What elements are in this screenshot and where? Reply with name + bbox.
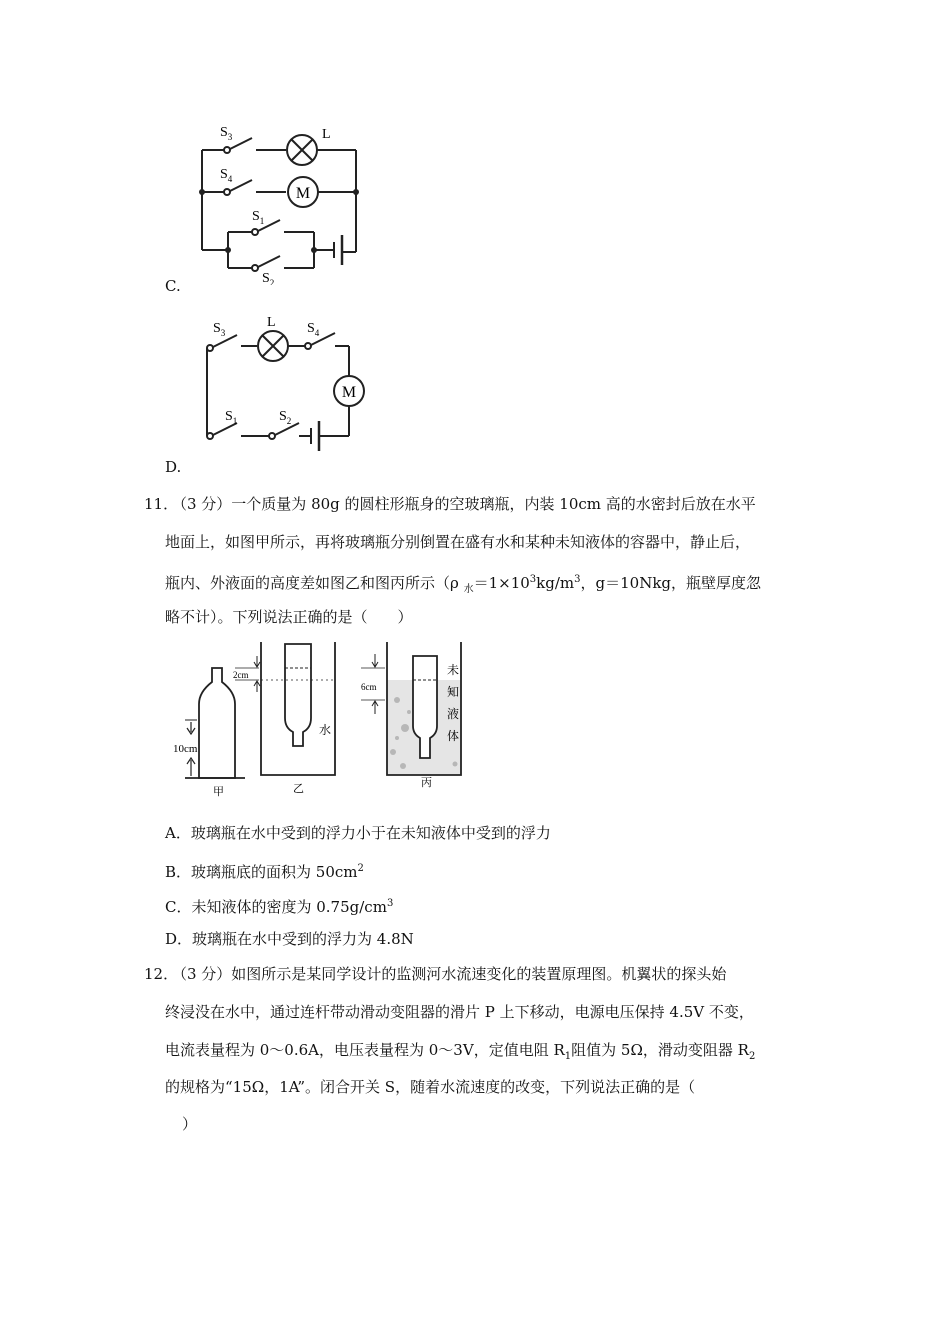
q11-bottle-figure: [165, 640, 485, 800]
c-motor-label: M: [295, 185, 311, 202]
q11-option-d: D．玻璃瓶在水中受到的浮力为 4.8N: [165, 930, 414, 948]
bing-liquid-char-2: 知: [447, 685, 460, 699]
jia-height-label: 10cm: [173, 743, 198, 755]
d-s3-label: $S_3$: [213, 321, 226, 338]
q11-option-c: C．未知液体的密度为 $0.75g/cm^3$: [165, 898, 394, 916]
d-motor-label: M: [341, 384, 357, 401]
bing-caption: 丙: [421, 777, 432, 789]
q11-line-3: 瓶内、外液面的高度差如图乙和图丙所示（ρ $_水=1\times 10^3kg/m^3$，g＝10Nkg，瓶壁厚度忽: [165, 574, 762, 595]
q12-line-4: 的规格为“15Ω，1A”。闭合开关 S，随着水流速度的改变，下列说法正确的是（: [165, 1078, 696, 1096]
q11-option-b: B．玻璃瓶底的面积为 $50cm^2$: [165, 863, 364, 881]
q11-line-2: 地面上，如图甲所示，再将玻璃瓶分别倒置在盛有水和某种未知液体的容器中，静止后，: [165, 533, 751, 551]
yi-liquid-label: 水: [319, 723, 332, 737]
circuit-diagram-d: [195, 308, 365, 458]
option-c-label: C.: [165, 277, 181, 295]
yi-caption: 乙: [293, 783, 304, 795]
bing-gap-label: 6cm: [361, 682, 377, 692]
q12-line-5: ）: [182, 1115, 198, 1133]
q12-line-2: 终浸没在水中，通过连杆带动滑动变阻器的滑片 P 上下移动，电源电压保持 4.5V 不变，: [165, 1003, 754, 1021]
circuit-diagram-c: [190, 120, 370, 285]
bing-liquid-char-1: 未: [447, 663, 460, 677]
c-s1-label: $S_1$: [252, 209, 265, 226]
bing-liquid-char-3: 液: [447, 707, 460, 721]
d-s1-label: $S_1$: [225, 409, 238, 426]
q11-number: 11．: [144, 495, 179, 513]
q12-line-3: 电流表量程为 0～0.6A，电压表量程为 0～3V，定值电阻 $R_1$阻值为 5Ω，滑动变阻器 $R_2$: [165, 1041, 756, 1062]
c-s3-label: $S_3$: [220, 125, 233, 142]
d-lamp-label: L: [267, 315, 276, 330]
yi-gap-label: 2cm: [233, 670, 249, 680]
option-d-label: D.: [165, 458, 182, 476]
q12-line-1: （3 分）如图所示是某同学设计的监测河水流速变化的装置原理图。机翼状的探头始: [172, 965, 727, 983]
c-s4-label: $S_4$: [220, 167, 233, 184]
c-s2-label: $S_2$: [262, 271, 275, 285]
q11-option-a: A．玻璃瓶在水中受到的浮力小于在未知液体中受到的浮力: [165, 824, 551, 842]
q12-number: 12．: [144, 965, 179, 983]
q11-line-4: 略不计）。下列说法正确的是（ ）: [165, 608, 413, 626]
jia-caption: 甲: [213, 786, 224, 798]
d-s2-label: $S_2$: [279, 409, 292, 426]
d-s4-label: $S_4$: [307, 321, 320, 338]
q11-line-1: （3 分）一个质量为 80g 的圆柱形瓶身的空玻璃瓶，内装 10cm 高的水密封后放在水平: [172, 495, 756, 513]
bing-liquid-char-4: 体: [447, 729, 460, 743]
c-lamp-label: L: [322, 127, 331, 142]
